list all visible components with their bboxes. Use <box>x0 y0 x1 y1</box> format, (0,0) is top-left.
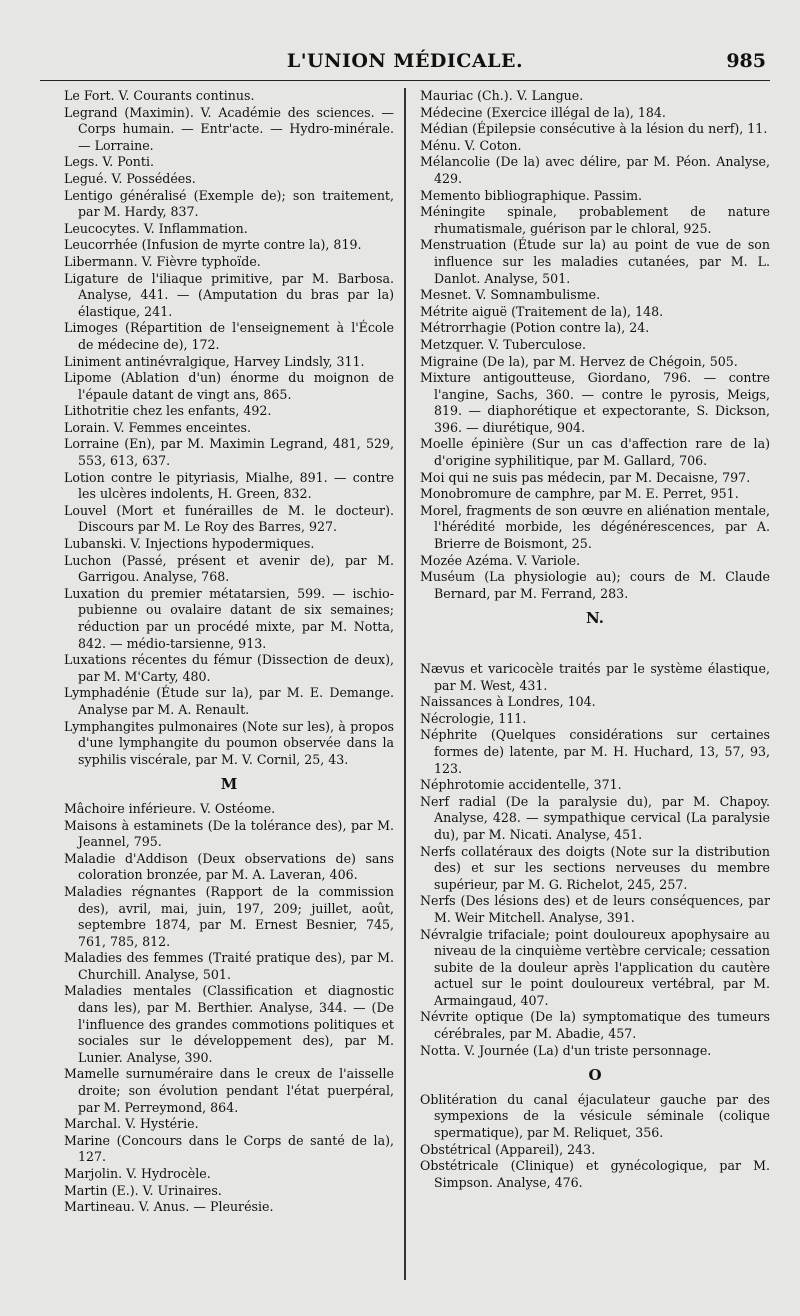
index-entry: Maladies régnantes (Rapport de la commission des), avril, mai, juin, 197, 209; juillet, août, septembre 1874, par M. Ernest Besnier, 745, 761, 785, 812. <box>64 883 394 949</box>
left-column <box>64 88 394 1280</box>
index-entry: Mamelle surnuméraire dans le creux de l'aisselle droite; son évolution pendant l'état puerpéral, par M. Perreymond, 864. <box>64 1066 394 1115</box>
index-entry: Moelle épinière (Sur un cas d'affection rare de la) d'origine syphilitique, par M. Gallard, 706. <box>420 436 770 469</box>
index-entry: Mesnet. V. Somnambulisme. <box>420 287 601 303</box>
letter-heading: O <box>588 1066 602 1085</box>
index-entry: Mâchoire inférieure. V. Ostéome. <box>64 800 276 816</box>
index-entry: Legrand (Maximin). V. Académie des sciences. — Corps humain. — Entr'acte. — Hydro-minérale. — Lorraine. <box>64 104 394 153</box>
index-entry: Maladies mentales (Classification et diagnostic dans les), par M. Berthier. Analyse, 344. — (De l'influence des grandes commotions politiques et sociales sur le développement des), par M. Lunier. Analyse, 390. <box>64 983 394 1065</box>
index-entry: Martineau. V. Anus. — Pleurésie. <box>64 1199 274 1215</box>
index-entry: Nerf radial (De la paralysie du), par M. Chapoy. Analyse, 428. — sympathique cervical (La paralysie du), par M. Nicati. Analyse, 451. <box>420 793 770 842</box>
index-entry: Legué. V. Possédées. <box>64 170 196 186</box>
index-entry: Notta. V. Journée (La) d'un triste personnage. <box>420 1042 712 1058</box>
index-entry: Nerfs collatéraux des doigts (Note sur la distribution des) et sur les sections nerveuses du membre supérieur, par M. G. Richelot, 245, 257. <box>420 843 770 892</box>
index-entry: Nerfs (Des lésions des) et de leurs conséquences, par M. Weir Mitchell. Analyse, 391. <box>420 893 770 925</box>
index-entry: Médian (Épilepsie consécutive à la lésion du nerf), 11. <box>420 121 768 137</box>
index-entry: Leucorrhée (Infusion de myrte contre la), 819. <box>64 237 362 253</box>
index-entry: Muséum (La physiologie au); cours de M. Claude Bernard, par M. Ferrand, 283. <box>420 569 770 601</box>
index-entry: Mauriac (Ch.). V. Langue. <box>420 88 584 103</box>
letter-heading: M <box>220 775 238 794</box>
index-entry: Lorain. V. Femmes enceintes. <box>64 419 252 435</box>
index-entry: Lorraine (En), par M. Maximin Legrand, 481, 529, 553, 613, 637. <box>64 436 394 469</box>
index-entry: Médecine (Exercice illégal de la), 184. <box>420 104 666 120</box>
index-entry: Lithotritie chez les enfants, 492. <box>64 403 272 419</box>
index-entry: Martin (E.). V. Urinaires. <box>64 1182 222 1198</box>
index-entry: Migraine (De la), par M. Hervez de Chégoin, 505. <box>420 353 738 369</box>
index-entry: Mozée Azéma. V. Variole. <box>420 552 581 568</box>
journal-title: L'UNION MÉDICALE. <box>286 50 524 72</box>
right-column <box>420 88 770 1280</box>
index-entry: Luxations récentes du fémur (Dissection de deux), par M. M'Carty, 480. <box>64 652 394 684</box>
index-entry: Marchal. V. Hystérie. <box>64 1116 199 1132</box>
column-divider <box>404 88 406 1280</box>
index-entry: Nævus et varicocèle traités par le système élastique, par M. West, 431. <box>420 661 770 693</box>
index-entry: Legs. V. Ponti. <box>64 154 154 170</box>
index-entry: Liniment antinévralgique, Harvey Lindsly, 311. <box>64 353 365 369</box>
index-entry: Moi qui ne suis pas médecin, par M. Decaisne, 797. <box>420 469 751 485</box>
index-entry: Lentigo généralisé (Exemple de); son traitement, par M. Hardy, 837. <box>64 187 394 220</box>
index-entry: Néphrite (Quelques considérations sur certaines formes de) latente, par M. H. Huchard, 13, 57, 93, 123. <box>420 727 770 776</box>
index-entry: Marine (Concours dans le Corps de santé de la), 127. <box>64 1132 394 1165</box>
index-entry: Marjolin. V. Hydrocèle. <box>64 1166 211 1181</box>
section-gap <box>420 635 770 661</box>
index-entry: Obstétrical (Appareil), 243. <box>420 1141 596 1157</box>
index-entry: Métrite aiguë (Traitement de la), 148. <box>420 303 664 319</box>
index-entry: Luxation du premier métatarsien, 599. — ischio-pubienne ou ovalaire datant de six semaines; réduction par un procédé mixte, par M. Notta, 842. — médio-tarsienne, 913. <box>64 585 394 651</box>
index-entry: Névralgie trifaciale; point douloureux apophysaire au niveau de la cinquième vertèbre cervicale; cessation subite de la douleur après l'application du cautère actuel sur le point douloureux vertébral, par M. Armaingaud, 407. <box>420 926 770 1008</box>
index-entry: Leucocytes. V. Inflammation. <box>64 220 248 236</box>
index-entry: Métrorrhagie (Potion contre la), 24. <box>420 320 650 336</box>
index-entry: Ménu. V. Coton. <box>420 137 522 153</box>
page-header <box>40 44 770 81</box>
index-entry: Lymphangites pulmonaires (Note sur les), à propos d'une lymphangite du poumon observée dans la syphilis viscérale, par M. V. Cornil, 25, 43. <box>64 718 394 767</box>
index-entry: Louvel (Mort et funérailles de M. le docteur). Discours par M. Le Roy des Barres, 927. <box>64 502 394 535</box>
index-entry: Nécrologie, 111. <box>420 710 527 726</box>
index-entry: Méningite spinale, probablement de nature rhumatismale, guérison par le chloral, 925. <box>420 204 770 236</box>
page-number: 985 <box>726 50 766 72</box>
index-entry: Névrite optique (De la) symptomatique des tumeurs cérébrales, par M. Abadie, 457. <box>420 1009 770 1042</box>
index-entry: Mélancolie (De la) avec délire, par M. Péon. Analyse, 429. <box>420 154 770 186</box>
index-entry: Luchon (Passé, présent et avenir de), par M. Garrigou. Analyse, 768. <box>64 552 394 585</box>
index-entry: Ligature de l'iliaque primitive, par M. Barbosa. Analyse, 441. — (Amputation du bras par la) élastique, 241. <box>64 270 394 319</box>
index-entry: Naissances à Londres, 104. <box>420 694 596 710</box>
index-entry: Lymphadénie (Étude sur la), par M. E. Demange. Analyse par M. A. Renault. <box>64 685 394 717</box>
index-entry: Obstétricale (Clinique) et gynécologique, par M. Simpson. Analyse, 476. <box>420 1158 770 1190</box>
index-entry: Mixture antigoutteuse, Giordano, 796. — contre l'angine, Sachs, 360. — contre le pyrosis, Meigs, 819. — diaphorétique et expectorante, S. Dickson, 396. — diurétique, 904. <box>420 370 770 435</box>
index-entry: Limoges (Répartition de l'enseignement à l'École de médecine de), 172. <box>64 320 394 352</box>
index-entry: Menstruation (Étude sur la) au point de vue de son influence sur les maladies cutanées, par M. L. Danlot. Analyse, 501. <box>420 237 770 286</box>
index-entry: Libermann. V. Fièvre typhoïde. <box>64 253 261 269</box>
index-entry: Oblitération du canal éjaculateur gauche par des sympexions de la vésicule séminale (colique spermatique), par M. Reliquet, 356. <box>420 1091 770 1141</box>
index-entry: Lubanski. V. Injections hypodermiques. <box>64 536 315 552</box>
index-entry: Lipome (Ablation d'un) énorme du moignon de l'épaule datant de vingt ans, 865. <box>64 370 394 402</box>
index-entry: Monobromure de camphre, par M. E. Perret, 951. <box>420 486 739 502</box>
index-entry: Maladies des femmes (Traité pratique des), par M. Churchill. Analyse, 501. <box>64 950 394 982</box>
index-entry: Néphrotomie accidentelle, 371. <box>420 777 622 793</box>
index-entry: Lotion contre le pityriasis, Mialhe, 891. — contre les ulcères indolents, H. Green, 832. <box>64 469 394 502</box>
index-entry: Maladie d'Addison (Deux observations de) sans coloration bronzée, par M. A. Laveran, 406. <box>64 850 394 883</box>
index-entry: Le Fort. V. Courants continus. <box>64 88 255 103</box>
index-entry: Metzquer. V. Tuberculose. <box>420 336 586 352</box>
letter-heading: N. <box>586 609 604 628</box>
index-entry: Memento bibliographique. Passim. <box>420 187 643 203</box>
index-entry: Morel, fragments de son œuvre en aliénation mentale, l'hérédité morbide, les dégénérescences, par A. Brierre de Boismont, 25. <box>420 502 770 552</box>
index-entry: Maisons à estaminets (De la tolérance des), par M. Jeannel, 795. <box>64 817 394 850</box>
